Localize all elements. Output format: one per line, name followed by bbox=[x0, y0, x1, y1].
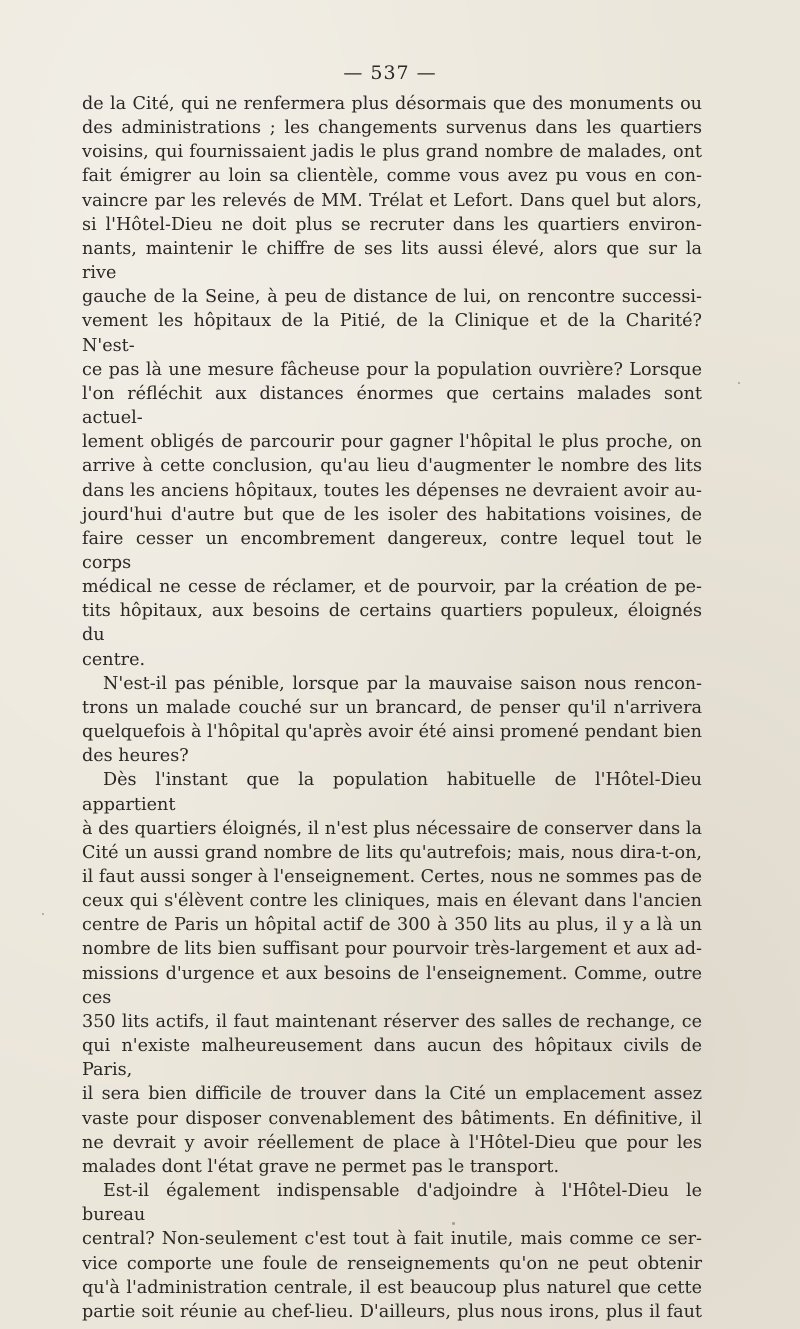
text-line: 350 lits actifs, il faut maintenant réserver des salles de rechange, ce bbox=[82, 1011, 702, 1032]
text-line: quelquefois à l'hôpital qu'après avoir été ainsi promené pendant bien bbox=[82, 722, 702, 743]
text-line: qui n'existe malheureusement dans aucun des hôpitaux civils de Paris, bbox=[82, 1036, 702, 1081]
text-line: des heures? bbox=[82, 746, 189, 767]
text-line: malades dont l'état grave ne permet pas le transport. bbox=[82, 1156, 560, 1177]
text-line: trons un malade couché sur un brancard, de penser qu'il n'arrivera bbox=[82, 697, 702, 718]
text-line: centre de Paris un hôpital actif de 300 à 350 lits au plus, il y a là un bbox=[82, 915, 702, 936]
text-line: ceux qui s'élèvent contre les cliniques, mais en élevant dans l'ancien bbox=[82, 891, 702, 912]
text-line: à des quartiers éloignés, il n'est plus nécessaire de conserver dans la bbox=[82, 818, 702, 839]
paper-speck bbox=[452, 1222, 455, 1225]
text-line: voisins, qui fournissaient jadis le plus grand nombre de malades, ont bbox=[82, 142, 702, 163]
paper-speck bbox=[738, 382, 740, 384]
text-line: vaincre par les relevés de MM. Trélat et Lefort. Dans quel but alors, bbox=[82, 190, 702, 211]
text-line: Est-il également indispensable d'adjoindre à l'Hôtel-Dieu le bureau bbox=[82, 1181, 702, 1226]
text-line: nombre de lits bien suffisant pour pourvoir très-largement et aux ad- bbox=[82, 939, 702, 960]
text-line: qu'à l'administration centrale, il est beaucoup plus naturel que cette bbox=[82, 1277, 702, 1298]
text-line: de la Cité, qui ne renfermera plus désormais que des monuments ou bbox=[82, 94, 702, 114]
text-line: tits hôpitaux, aux besoins de certains quartiers populeux, éloignés du bbox=[82, 601, 702, 646]
text-line: gauche de la Seine, à peu de distance de lui, on rencontre successi- bbox=[82, 287, 702, 308]
text-line: partie soit réunie au chef-lieu. D'ailleurs, plus nous irons, plus il faut bbox=[82, 1301, 702, 1322]
page-number: — 537 — bbox=[343, 62, 437, 84]
paper-speck bbox=[42, 913, 44, 915]
text-line: fait émigrer au loin sa clientèle, comme vous avez pu vous en con- bbox=[82, 166, 702, 187]
text-line: Dès l'instant que la population habituelle de l'Hôtel-Dieu appartient bbox=[82, 770, 702, 815]
text-line: médical ne cesse de réclamer, et de pourvoir, par la création de pe- bbox=[82, 577, 702, 598]
text-line: faire cesser un encombrement dangereux, contre lequel tout le corps bbox=[82, 528, 702, 573]
text-line: il sera bien difficile de trouver dans la Cité un emplacement assez bbox=[82, 1084, 702, 1105]
text-line: des administrations ; les changements survenus dans les quartiers bbox=[82, 118, 702, 139]
text-line: nants, maintenir le chiffre de ses lits aussi élevé, alors que sur la rive bbox=[82, 238, 702, 284]
text-line: Cité un aussi grand nombre de lits qu'autrefois; mais, nous dira-t-on, bbox=[82, 842, 702, 863]
text-line: vice comporte une foule de renseignements qu'on ne peut obtenir bbox=[82, 1253, 702, 1274]
text-line: ce pas là une mesure fâcheuse pour la population ouvrière? Lorsque bbox=[82, 359, 702, 380]
text-line: si l'Hôtel-Dieu ne doit plus se recruter dans les quartiers environ- bbox=[82, 214, 702, 235]
text-line: arrive à cette conclusion, qu'au lieu d'augmenter le nombre des lits bbox=[82, 456, 702, 477]
text-line: N'est-il pas pénible, lorsque par la mauvaise saison nous rencon- bbox=[103, 673, 702, 694]
text-line: vaste pour disposer convenablement des bâtiments. En définitive, il bbox=[82, 1108, 702, 1129]
text-line: dans les anciens hôpitaux, toutes les dépenses ne devraient avoir au- bbox=[82, 480, 702, 501]
text-line: missions d'urgence et aux besoins de l'enseignement. Comme, outre ces bbox=[82, 963, 702, 1008]
text-line: l'on réfléchit aux distances énormes que certains malades sont actuel- bbox=[82, 383, 702, 429]
text-line: lement obligés de parcourir pour gagner l'hôpital le plus proche, on bbox=[82, 432, 702, 453]
text-line: ne devrait y avoir réellement de place à l'Hôtel-Dieu que pour les bbox=[82, 1132, 702, 1153]
text-line: central? Non-seulement c'est tout à fait inutile, mais comme ce ser- bbox=[82, 1229, 702, 1250]
body-text bbox=[82, 92, 702, 1324]
text-line: centre. bbox=[82, 649, 146, 670]
text-line: jourd'hui d'autre but que de les isoler des habitations voisines, de bbox=[82, 504, 702, 525]
text-line: vement les hôpitaux de la Pitié, de la Clinique et de la Charité? N'est- bbox=[82, 311, 702, 356]
text-line: il faut aussi songer à l'enseignement. Certes, nous ne sommes pas de bbox=[82, 867, 702, 887]
